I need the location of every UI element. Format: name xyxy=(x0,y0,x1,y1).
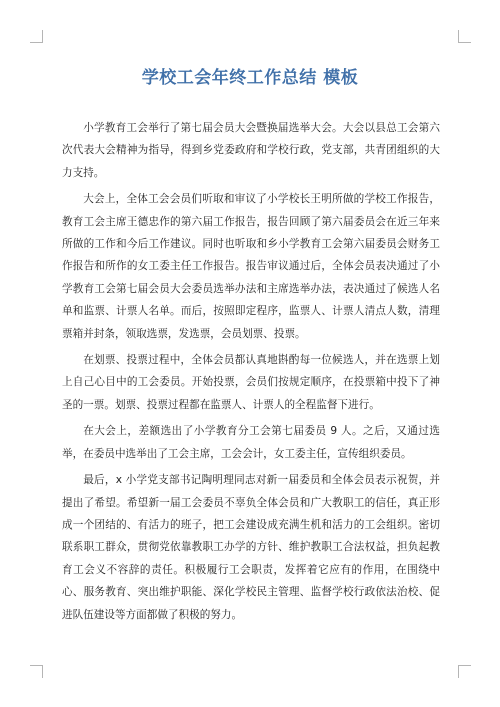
crop-mark-top-left xyxy=(30,30,43,43)
paragraph-5: 最后，x 小学党支部书记陶明理同志对新一届委员和全体会员表示祝贺，并提出了希望。希望新一届工会委员不辜负全体会员和广大教职工的信任，真正形成一个团结的、有活力的班子，把工会建设成充满生机和活力的工会组织。密切联系职工群众，贯彻党依靠教职工办学的方针、维护教职工合法权益，担负起教育工会义不容辞的责任。积极履行工会职责，发挥着它应有的作用，在围绕中心、服务教育、突出维护职能、深化学校民主管理、监督学校行政依法治校、促进队伍建设等方面都做了积极的努力。 xyxy=(62,474,440,621)
crop-mark-bottom-right xyxy=(458,665,471,678)
document-title: 学校工会年终工作总结 模板 xyxy=(141,68,359,88)
crop-mark-top-right xyxy=(458,30,471,43)
paragraph-4: 在大会上，差额选出了小学教育分工会第七届委员 9 人。之后，又通过选举，在委员中选举出了工会主席，工会会计，女工委主任，宣传组织委员。 xyxy=(62,425,440,460)
paragraph-1: 小学教育工会举行了第七届会员大会暨换届选举大会。大会以县总工会第六次代表大会精神为指导，得到乡党委政府和学校行政，党支部，共青团组织的大力支持。 xyxy=(62,122,440,179)
paragraph-3: 在划票、投票过程中，全体会员都认真地斟酌每一位候选人，并在选票上划上自己心目中的工会委员。开始投票，会员们按规定顺序，在投票箱中投下了神圣的一票。划票、投票过程都在监票人、计票人的全程监督下进行。 xyxy=(62,354,440,411)
paragraph-2: 大会上，全体工会会员们听取和审议了小学校长王明所做的学校工作报告，教育工会主席王德忠作的第六届工作报告，报告回顾了第六届委员会在近三年来所做的工作和今后工作建议。同时也听取和乡小学教育工会第六届委员会财务工作报告和所作的女工委主任工作报告。报告审议通过后，全体会员表决通过了小学教育工会第七届会员大会委员选举办法和主席选举办法，表决通过了候选人名单和监票、计票人名单。而后，按照即定程序，监票人、计票人清点人数，清理票箱并封条，领取选票，发选票，会员划票、投票。 xyxy=(62,193,440,340)
crop-mark-bottom-left xyxy=(30,665,43,678)
document-body xyxy=(62,117,440,630)
